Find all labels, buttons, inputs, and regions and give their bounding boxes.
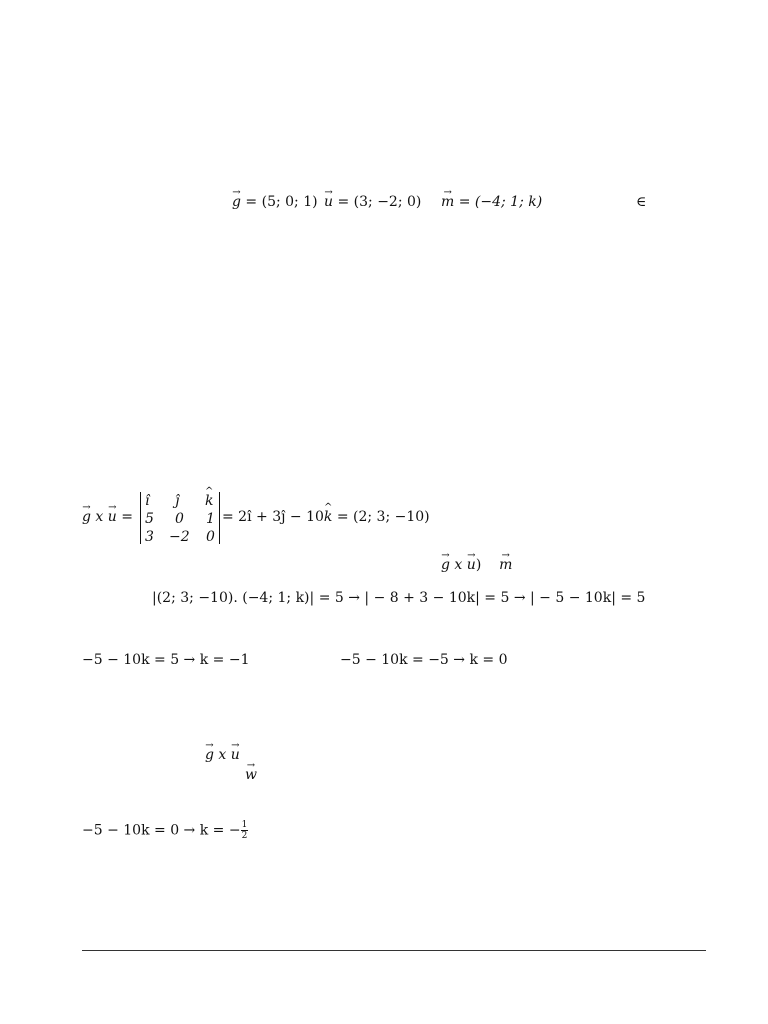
given-vector-u: → u = (3; −2; 0): [324, 193, 421, 211]
given-vector-g: → g = (5; 0; 1): [232, 193, 318, 211]
matrix-cell: ^ k: [205, 493, 213, 509]
matrix-cell: 3: [145, 529, 154, 545]
absolute-value-equation: |(2; 3; −10). (−4; 1; k)| = 5 → | − 8 + 3 − 10k| = 5 → | − 5 − 10k| = 5: [152, 590, 646, 606]
matrix-cell: 0: [175, 511, 184, 527]
final-solution: −5 − 10k = 0 → k = − $\frac{1}{2}$: [82, 820, 248, 841]
matrix-cell: ȷ̂: [175, 493, 180, 509]
given-vector-m: → m = (−4; 1; k): [441, 193, 542, 211]
matrix-cell: 5: [145, 511, 154, 527]
solution-one: −5 − 10k = 5 → k = −1: [82, 652, 250, 668]
solution-two: −5 − 10k = −5 → k = 0: [340, 652, 508, 668]
vector-w-label: → w: [245, 766, 257, 784]
element-of-symbol: ∈: [636, 194, 647, 210]
footer-divider: [82, 950, 706, 951]
matrix-cell: ı̂: [145, 493, 150, 509]
matrix-cell: −2: [169, 529, 190, 545]
fraction: $\frac{1}{2}$: [241, 820, 248, 841]
cross-product-result: = 2ı̂ + 3ȷ̂ − 10^ k = (2; 3; −10): [222, 508, 430, 526]
cross-product-lhs: → g x → u =: [82, 508, 133, 526]
cross-product-label: → g x → u: [205, 746, 240, 764]
determinant-matrix: [140, 492, 220, 544]
matrix-cell: 0: [206, 529, 215, 545]
matrix-cell: 1: [206, 511, 215, 527]
cross-times-m-label: → g x → u) → m: [441, 556, 512, 574]
